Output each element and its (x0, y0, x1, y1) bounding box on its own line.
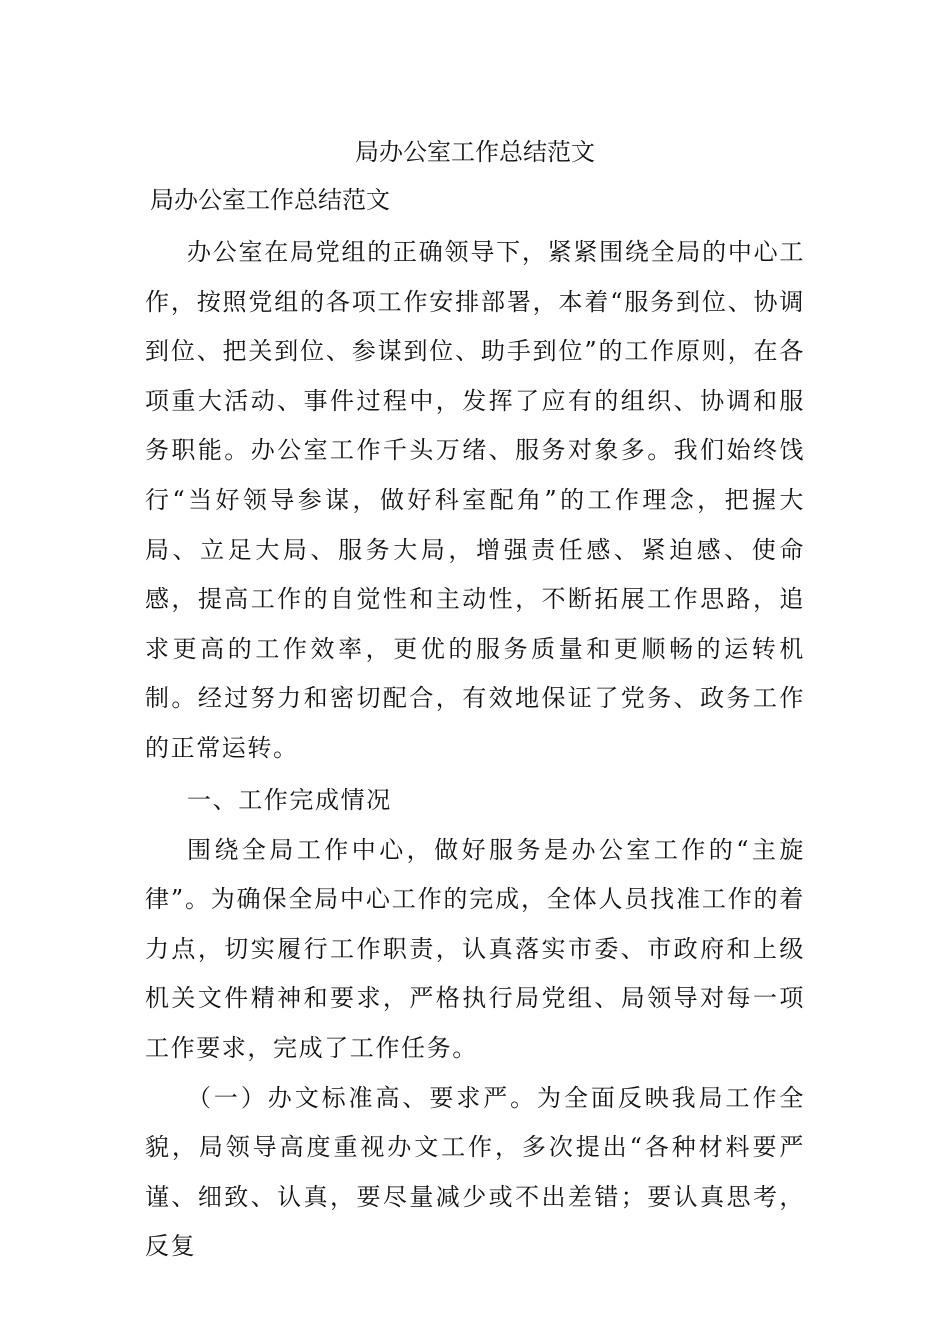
document-subtitle: 局办公室工作总结范文 (150, 186, 390, 214)
document-handling-paragraph: （一）办文标准高、要求严。为全面反映我局工作全貌，局领导高度重视办文工作，多次提出“各种材料要严谨、细致、认真，要尽量减少或不出差错；要认真思考，反复 (145, 1083, 805, 1261)
document-body (145, 228, 805, 1272)
work-center-paragraph: 围绕全局工作中心，做好服务是办公室工作的“主旋律”。为确保全局中心工作的完成，全体人员找准工作的着力点，切实履行工作职责，认真落实市委、市政府和上级机关文件精神和要求，严格执行局党组、局领导对每一项工作要求，完成了工作任务。 (145, 835, 805, 1062)
intro-paragraph: 办公室在局党组的正确领导下，紧紧围绕全局的中心工作，按照党组的各项工作安排部署，本着“服务到位、协调到位、把关到位、参谋到位、助手到位”的工作原则，在各项重大活动、事件过程中，发挥了应有的组织、协调和服务职能。办公室工作千头万绪、服务对象多。我们始终饯行“当好领导参谋，做好科室配角”的工作理念，把握大局、立足大局、服务大局，增强责任感、紧迫感、使命感，提高工作的自觉性和主动性，不断拓展工作思路，追求更高的工作效率，更优的服务质量和更顺畅的运转机制。经过努力和密切配合，有效地保证了党务、政务工作的正常运转。 (145, 238, 805, 762)
document-title: 局办公室工作总结范文 (355, 138, 595, 166)
section-heading-work-completion: 一、工作完成情况 (187, 785, 392, 814)
